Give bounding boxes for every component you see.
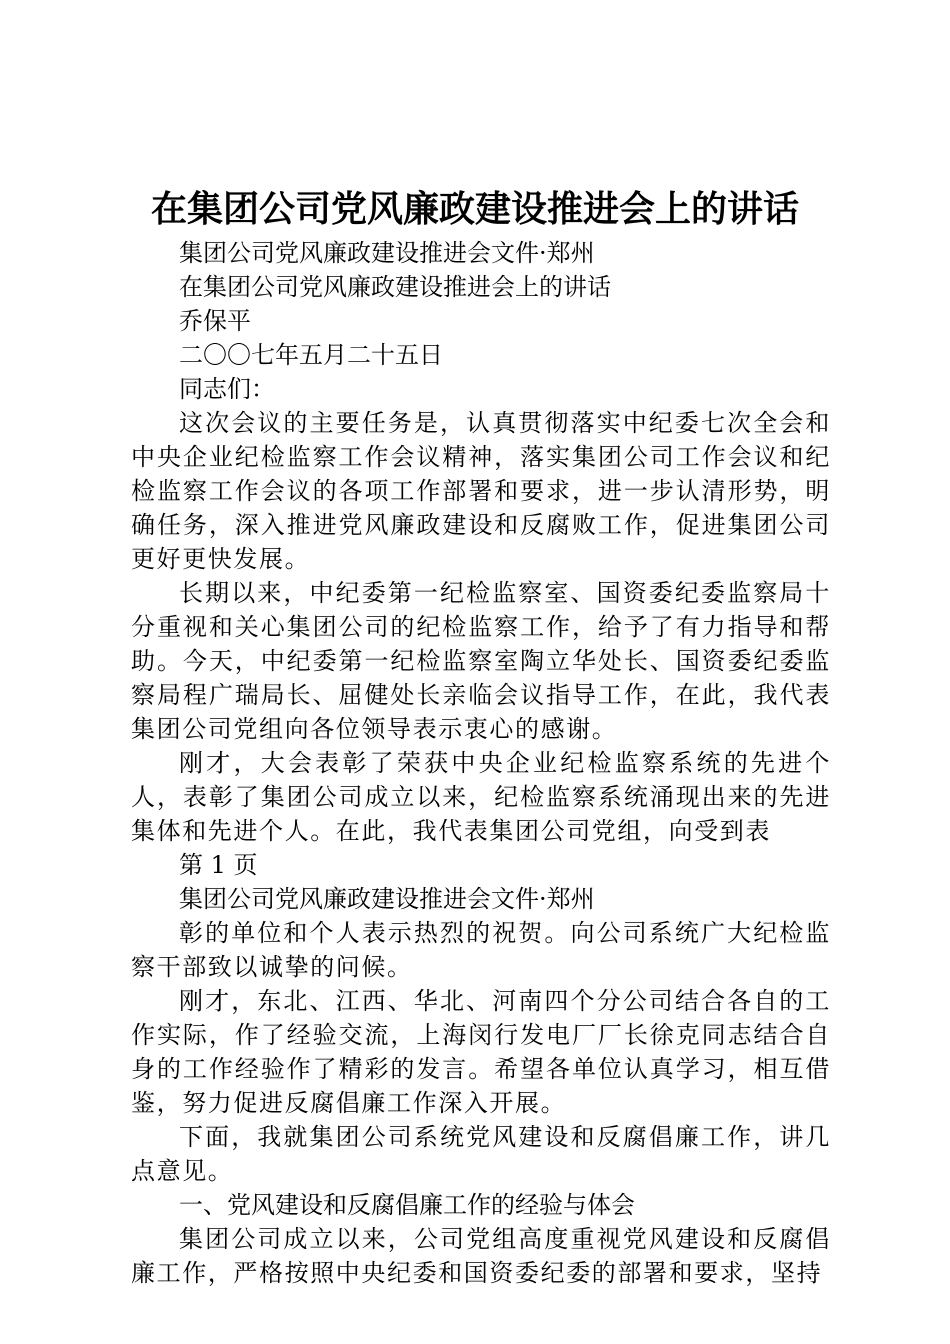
salutation: 同志们： — [179, 375, 275, 403]
paragraph: 集团公司成立以来，公司党组高度重视党风建设和反腐倡廉工作，严格按照中央纪委和国资委纪委的部署和要求，坚持 — [131, 1225, 831, 1287]
document-body — [131, 236, 831, 1290]
paragraph: 长期以来，中纪委第一纪检监察室、国资委纪委监察局十分重视和关心集团公司的纪检监察工作，给予了有力指导和帮助。今天，中纪委第一纪检监察室陶立华处长、国资委纪委监察局程广瑞局长、屈健处长亲临会议指导工作，在此，我代表集团公司党组向各位领导表示衷心的感谢。 — [131, 579, 831, 743]
page-marker: 第 1 页 — [179, 851, 258, 879]
paragraph: 下面，我就集团公司系统党风建设和反腐倡廉工作，讲几点意见。 — [131, 1123, 831, 1185]
section-heading: 一、党风建设和反腐倡廉工作的经验与体会 — [179, 1191, 635, 1219]
header-line-repeat: 集团公司党风廉政建设推进会文件·郑州 — [179, 885, 595, 913]
paragraph: 刚才，大会表彰了荣获中央企业纪检监察系统的先进个人，表彰了集团公司成立以来，纪检监察系统涌现出来的先进集体和先进个人。在此，我代表集团公司党组，向受到表 — [131, 749, 831, 845]
header-line: 集团公司党风廉政建设推进会文件·郑州 — [179, 239, 595, 267]
speech-date: 二〇〇七年五月二十五日 — [179, 341, 443, 369]
paragraph: 这次会议的主要任务是，认真贯彻落实中纪委七次全会和中央企业纪检监察工作会议精神，落实集团公司工作会议和纪检监察工作会议的各项工作部署和要求，进一步认清形势，明确任务，深入推进党风廉政建设和反腐败工作，促进集团公司更好更快发展。 — [131, 409, 831, 573]
speaker-name: 乔保平 — [179, 307, 251, 335]
subtitle: 在集团公司党风廉政建设推进会上的讲话 — [179, 273, 611, 301]
paragraph: 刚才，东北、江西、华北、河南四个分公司结合各自的工作实际，作了经验交流，上海闵行发电厂厂长徐克同志结合自身的工作经验作了精彩的发言。希望各单位认真学习，相互借鉴，努力促进反腐倡廉工作深入开展。 — [131, 987, 831, 1117]
document-title: 在集团公司党风廉政建设推进会上的讲话 — [150, 188, 799, 230]
paragraph: 彰的单位和个人表示热烈的祝贺。向公司系统广大纪检监察干部致以诚挚的问候。 — [131, 919, 831, 981]
